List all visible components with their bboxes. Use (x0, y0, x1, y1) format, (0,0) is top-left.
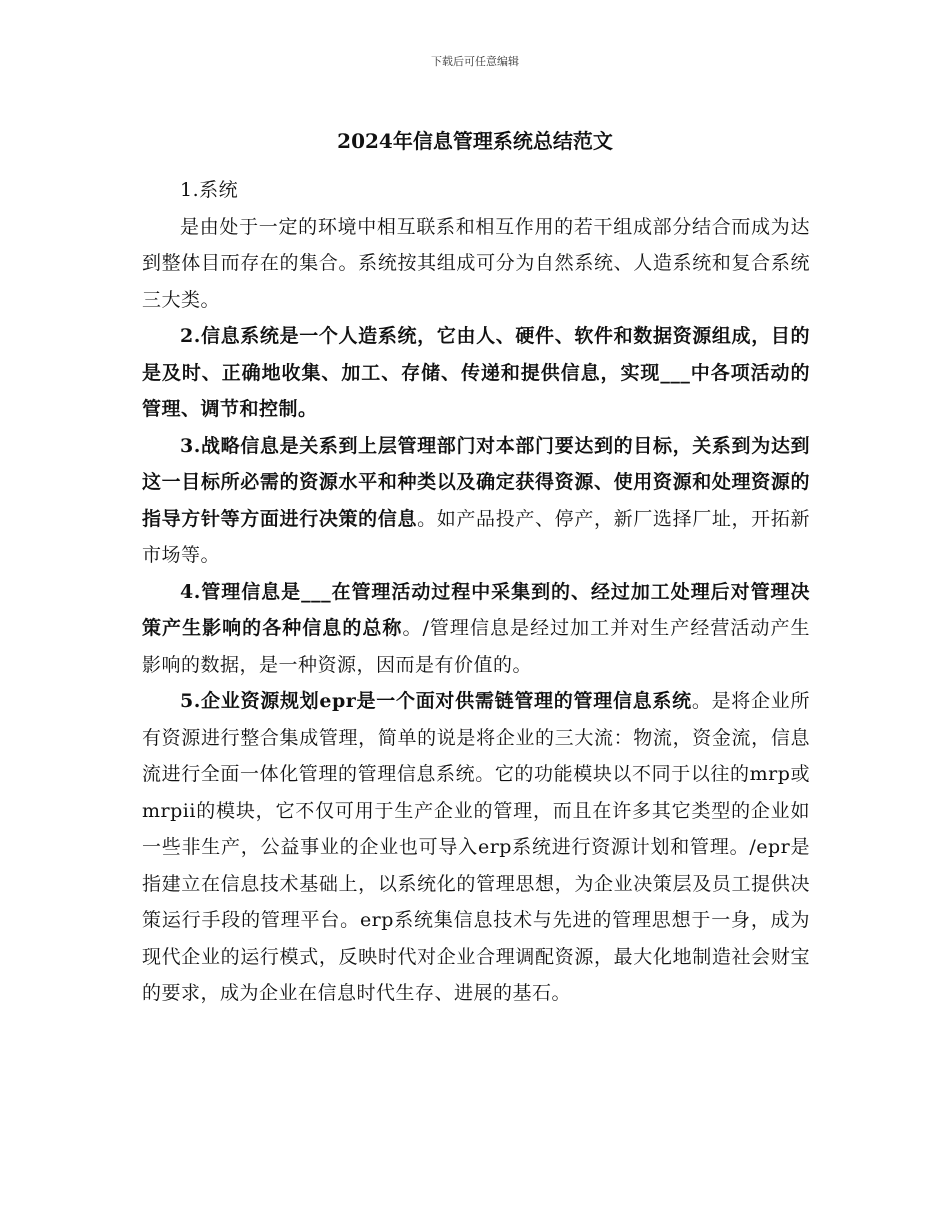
section-3-bold-text: 3.战略信息是关系到上层管理部门对本部门要达到的目标，关系到为达到这一目标所必需的资源水平和种类以及确定获得资源、使用资源和处理资源的指导方针等方面进行决策的信息 (142, 434, 810, 530)
section-5-bold-text: 5.企业资源规划epr是一个面对供需链管理的管理信息系统 (180, 690, 692, 712)
section-4-paragraph (142, 574, 810, 684)
section-3-paragraph (142, 428, 810, 574)
section-5-paragraph (142, 683, 810, 1012)
section-1-heading (142, 172, 810, 209)
section-5-normal-text: 。是将企业所有资源进行整合集成管理，简单的说是将企业的三大流：物流，资金流，信息流进行全面一体化管理的管理信息系统。它的功能模块以不同于以往的mrp或mrpii的模块，它不仅可用于生产企业的管理，而且在许多其它类型的企业如一些非生产，公益事业的企业也可导入erp系统进行资源计划和管理。/epr是指建立在信息技术基础上，以系统化的管理思想，为企业决策层及员工提供决策运行手段的管理平台。erp系统集信息技术与先进的管理思想于一身，成为现代企业的运行模式，反映时代对企业合理调配资源，最大化地制造社会财宝的要求，成为企业在信息时代生存、进展的基石。 (142, 690, 810, 1004)
document-title: 2024年信息管理系统总结范文 (337, 129, 613, 153)
section-4-bold-text: 4.管理信息是___在管理活动过程中采集到的、经过加工处理后对管理决策产生影响的各种信息的总称 (142, 580, 810, 639)
section-1-body (142, 209, 810, 319)
section-2-bold-text: 2.信息系统是一个人造系统，它由人、硬件、软件和数据资源组成，目的是及时、正确地收集、加工、存储、传递和提供信息，实现___中各项活动的管理、调节和控制。 (142, 325, 810, 420)
page-header-note: 下载后可任意编辑 (431, 55, 519, 68)
section-1-body-text: 是由处于一定的环境中相互联系和相互作用的若干组成部分结合而成为达到整体目而存在的集合。系统按其组成可分为自然系统、人造系统和复合系统三大类。 (142, 215, 810, 311)
section-4-normal-text: 。/管理信息是经过加工并对生产经营活动产生影响的数据，是一种资源，因而是有价值的。 (142, 617, 810, 676)
section-2-paragraph (142, 318, 810, 428)
section-1-heading-text: 1.系统 (180, 179, 239, 201)
section-3-normal-text: 。如产品投产、停产，新厂选择厂址，开拓新市场等。 (142, 507, 810, 566)
document-body (142, 172, 810, 1012)
